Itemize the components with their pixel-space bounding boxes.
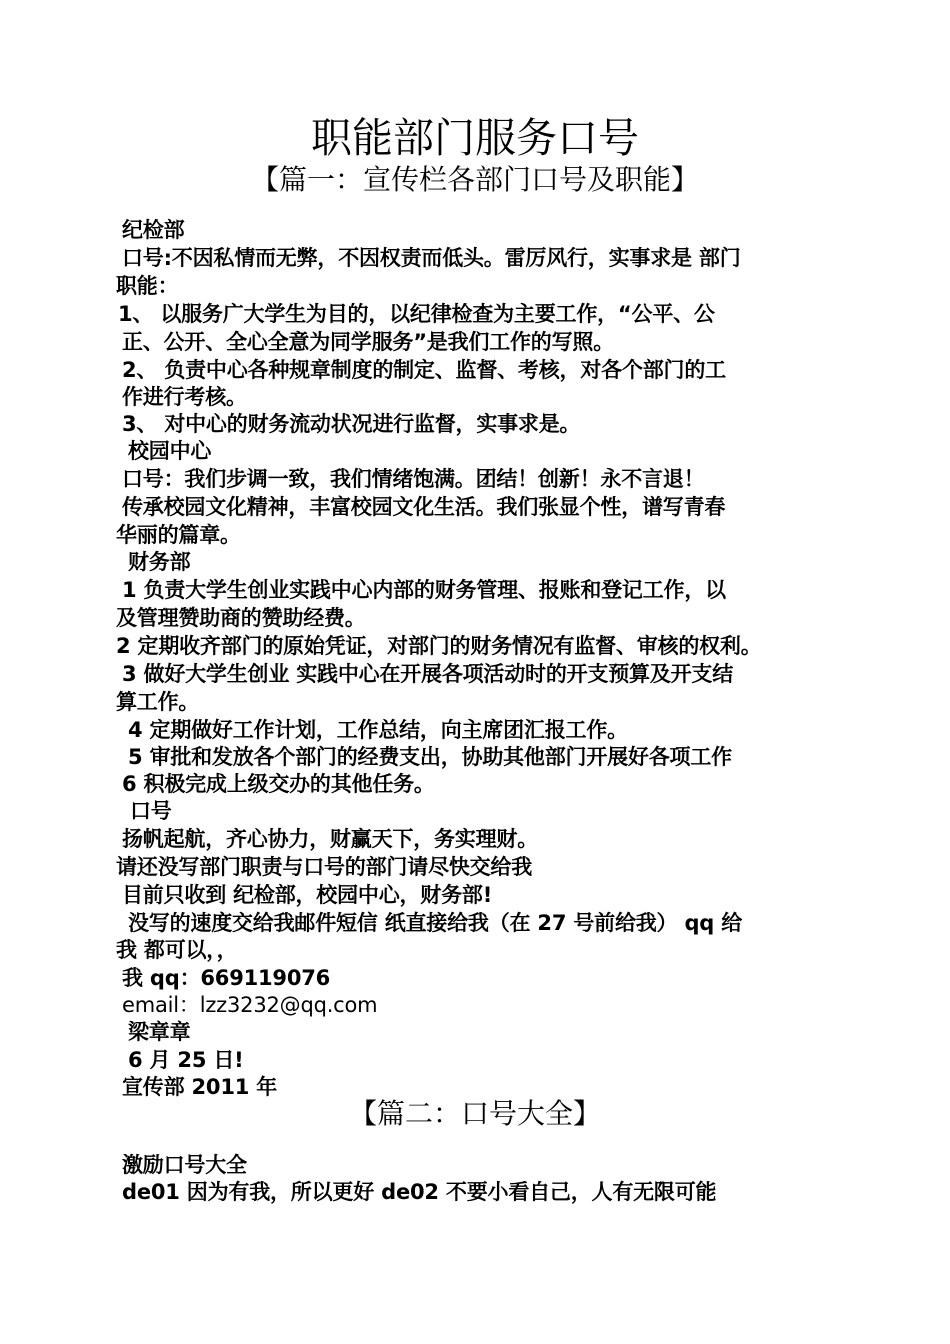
body-line: de01 因为有我，所以更好 de02 不要小看自己，人有无限可能 <box>122 1180 717 1204</box>
section-heading-finance: 财务部 <box>128 550 191 574</box>
body-line: 3、 对中心的财务流动状况进行监督，实事求是。 <box>122 412 581 436</box>
body-line: 1 负责大学生创业实践中心内部的财务管理、报账和登记工作，以 <box>122 578 726 602</box>
section-heading-campus: 校园中心 <box>128 439 212 463</box>
body-line: 1、 以服务广大学生为目的，以纪律检查为主要工作，“公平、公 <box>118 302 715 326</box>
body-line: 算工作。 <box>116 690 200 714</box>
body-line: 2 定期收齐部门的原始凭证，对部门的财务情况有监督、审核的权利。 <box>116 634 762 658</box>
body-line: 作进行考核。 <box>122 385 247 409</box>
body-line: 华丽的篇章。 <box>116 523 241 547</box>
body-line: 请还没写部门职责与口号的部门请尽快交给我 <box>116 855 532 879</box>
body-line: 及管理赞助商的赞助经费。 <box>116 606 366 630</box>
contact-qq: 我 qq：669119076 <box>122 966 331 990</box>
body-line: 目前只收到 纪检部，校园中心，财务部! <box>122 883 493 907</box>
part1-heading: 【篇一：宣传栏各部门口号及职能】 <box>250 163 699 196</box>
section-heading-jijian: 纪检部 <box>122 218 185 242</box>
contact-email: email：lzz3232@qq.com <box>122 993 378 1017</box>
body-line: 3 做好大学生创业 实践中心在开展各项活动时的开支预算及开支结 <box>122 662 734 686</box>
body-line: 5 审批和发放各个部门的经费支出，协助其他部门开展好各项工作 <box>128 745 732 769</box>
author-name: 梁章章 <box>128 1020 191 1044</box>
section-heading-slogans: 激励口号大全 <box>122 1153 247 1177</box>
body-line: 2、 负责中心各种规章制度的制定、监督、考核，对各个部门的工 <box>122 358 726 382</box>
body-line: 口号：我们步调一致，我们情绪饱满。团结！创新！永不言退！ <box>122 467 705 491</box>
body-line: 扬帆起航，齐心协力，财赢天下，务实理财。 <box>122 827 538 851</box>
body-line: 没写的速度交给我邮件短信 纸直接给我（在 27 号前给我） qq 给 <box>128 911 743 935</box>
document-title: 职能部门服务口号 <box>311 114 639 162</box>
body-line: 传承校园文化精神，丰富校园文化生活。我们张显个性，谱写青春 <box>122 495 726 519</box>
body-line: 我 都可以，， <box>116 938 238 962</box>
department-year: 宣传部 2011 年 <box>122 1075 278 1099</box>
body-line: 口号:不因私情而无弊，不因权责而低头。雷厉风行，实事求是 部门 <box>122 246 741 270</box>
section-heading-slogan: 口号 <box>130 799 172 823</box>
body-line: 6 积极完成上级交办的其他任务。 <box>122 772 435 796</box>
date-line: 6 月 25 日! <box>128 1048 244 1072</box>
part2-heading: 【篇二：口号大全】 <box>348 1097 601 1130</box>
body-line: 4 定期做好工作计划，工作总结，向主席团汇报工作。 <box>128 718 628 742</box>
body-line: 职能： <box>116 274 179 298</box>
body-line: 正、公开、全心全意为同学服务”是我们工作的写照。 <box>122 330 614 354</box>
